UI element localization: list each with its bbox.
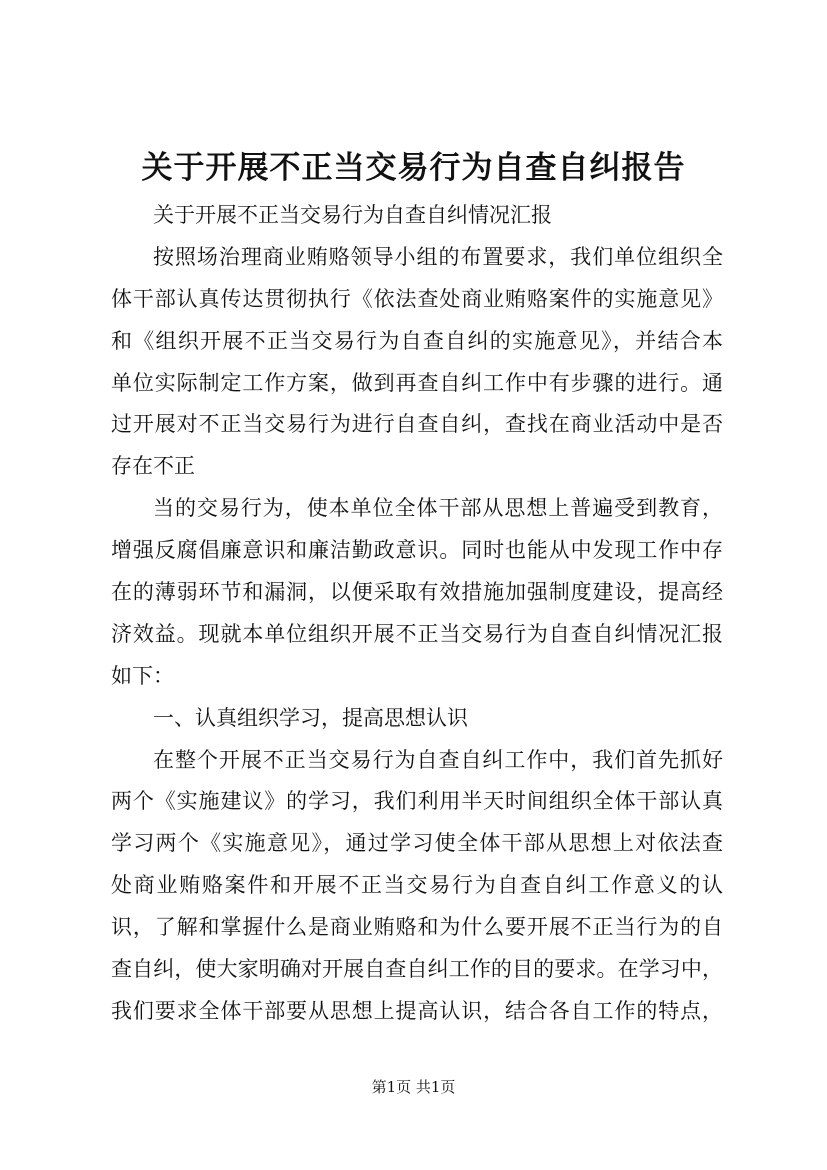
text-line: 存在不正 (111, 454, 195, 479)
text-line: 查自纠，使大家明确对开展自查自纠工作的目的要求。在学习中， (111, 957, 723, 982)
text-line: 按照场治理商业贿赂领导小组的布置要求，我们单位组织全 (153, 244, 723, 269)
text-line: 单位实际制定工作方案，做到再查自纠工作中有步骤的进行。通 (111, 370, 723, 395)
text-line: 如下： (111, 663, 174, 688)
text-line: 两个《实施建议》的学习，我们利用半天时间组织全体干部认真 (111, 789, 723, 814)
text-line: 过开展对不正当交易行为进行自查自纠，查找在商业活动中是否 (111, 412, 723, 437)
page-footer: 第1页 共1页 (371, 1078, 456, 1096)
text-line: 和《组织开展不正当交易行为自查自纠的实施意见》，并结合本 (111, 328, 723, 353)
text-line: 当的交易行为，使本单位全体干部从思想上普遍受到教育， (153, 496, 723, 521)
document-title: 关于开展不正当交易行为自查自纠报告 (141, 150, 686, 186)
document-body (111, 195, 723, 1033)
text-line: 济效益。现就本单位组织开展不正当交易行为自查自纠情况汇报 (111, 621, 723, 646)
text-line: 关于开展不正当交易行为自查自纠情况汇报 (153, 203, 552, 227)
text-line: 在整个开展不正当交易行为自查自纠工作中，我们首先抓好 (153, 747, 723, 772)
text-line: 处商业贿赂案件和开展不正当交易行为自查自纠工作意义的认 (111, 873, 723, 898)
text-line: 增强反腐倡廉意识和廉洁勤政意识。同时也能从中发现工作中存 (111, 538, 723, 563)
text-line: 我们要求全体干部要从思想上提高认识，结合各自工作的特点， (111, 998, 723, 1023)
text-line: 在的薄弱环节和漏洞，以便采取有效措施加强制度建设，提高经 (111, 580, 723, 605)
text-line: 一、认真组织学习，提高思想认识 (153, 705, 468, 730)
text-line: 学习两个《实施意见》，通过学习使全体干部从思想上对依法查 (111, 831, 723, 856)
text-line: 识，了解和掌握什么是商业贿赂和为什么要开展不正当行为的自 (111, 915, 723, 940)
text-line: 体干部认真传达贯彻执行《依法查处商业贿赂案件的实施意见》 (111, 286, 723, 311)
